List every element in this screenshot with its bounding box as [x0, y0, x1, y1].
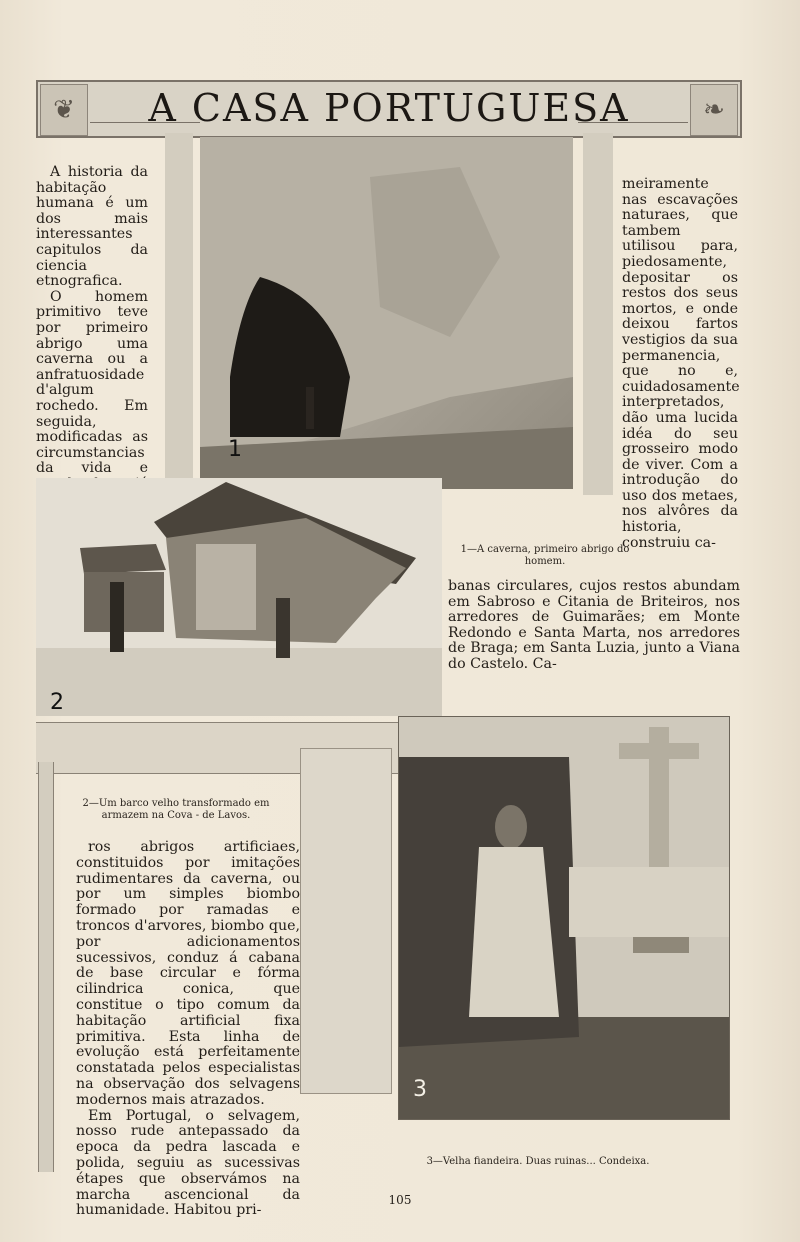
photo-old-spinner — [398, 716, 730, 1120]
page-title: A CASA PORTUGUESA — [148, 86, 630, 130]
paragraph: ros abrigos artificiaes, constituidos por imitações rudimentares da caverna, ou por um simples biombo formado por ramadas e troncos d'arvores, biombo que, por adicionamentos sucessivos, conduz á cabana de base circular e fórma cilindrica conica, que constitue o tipo comum da habitação artificial fixa primitiva. Esta linha de evolução está perfeitamente constatada pelos especialistas na observação dos selvagens modernos mais atrazados. — [76, 839, 300, 1108]
paragraph: meiramente nas escavações naturaes, que tambem utilisou para, piedosamente, depositar os restos dos seus mortos, e onde deixou fartos vestigios da sua permanencia, que no e, cuidadosamente interpretados, dão uma lucida idéa do seu grosseiro modo de viver. Com a introdução do uso dos metaes, nos alvôres da historia, construiu ca- — [622, 176, 740, 551]
paragraph: Em Portugal, o selvagem, nosso rude antepassado da epoca da pedra lascada e polida, seguiu as sucessivas étapes que observámos na marcha ascencional da humanidade. Habitou pri- — [76, 1107, 300, 1219]
paragraph: O homem primitivo teve por primeiro abrigo uma caverna ou a anfratuosidade d'algum rochedo. Em seguida, modificadas as circumstancias da vida e — [36, 288, 148, 477]
figure-3-caption: 3—Velha fiandeira. Duas ruinas... Condeixa. — [426, 1156, 650, 1167]
figure-2-caption: 2—Um barco velho transformado em armazem na Cova - de Lavos. — [82, 798, 270, 821]
paragraph: A historia da habitação humana é um dos mais interessantes capitulos da ciencia etnografica. — [36, 164, 148, 290]
lattice-ornament — [300, 748, 392, 1094]
page-number: 105 — [388, 1193, 412, 1207]
photo-boat-warehouse — [36, 478, 442, 716]
right-column — [622, 177, 738, 551]
ornament-right-icon: ❧ — [690, 84, 738, 136]
wide-text-block — [448, 579, 740, 673]
figure-3-number: 3 — [413, 1077, 427, 1102]
figure-1-number: 1 — [228, 437, 242, 462]
ornament-left-icon: ❦ — [40, 84, 88, 136]
paragraph: banas circulares, cujos restos abundam em Sabroso e Citania de Briteiros, nos arredores de Guimarães; em Monte Redondo e Santa Marta, nos arredores de Braga; em Santa Luzia, junto a Viana do Castelo. Ca- — [448, 578, 740, 672]
vine-border-side — [38, 762, 54, 1172]
bottom-column — [76, 840, 300, 1219]
header-banner — [36, 80, 742, 138]
figure-2-number: 2 — [50, 690, 64, 715]
figure-1-caption: 1—A caverna, primeiro abrigo do homem. — [460, 544, 630, 567]
photo-cave — [200, 137, 573, 489]
